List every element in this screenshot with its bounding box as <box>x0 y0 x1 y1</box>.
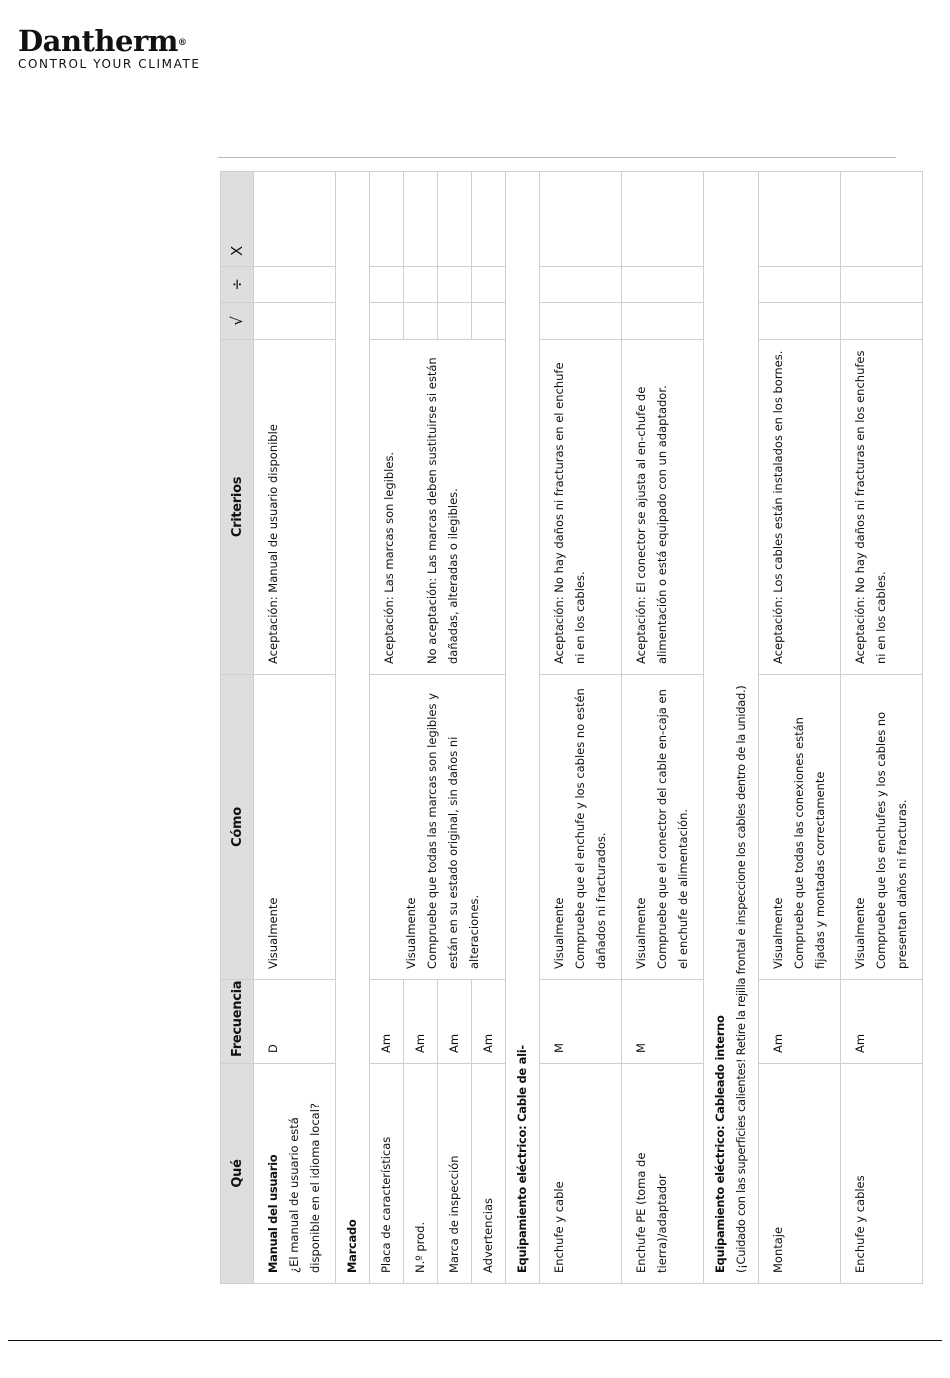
cableado-section <box>704 172 759 1284</box>
check-fail-cell[interactable] <box>759 172 841 267</box>
check-ok-cell[interactable] <box>841 303 923 340</box>
cable-que: Enchufe y cable <box>540 1064 622 1284</box>
check-fail-cell[interactable] <box>438 172 472 267</box>
cableado-title: Equipamiento eléctrico: Cableado interno <box>713 1015 727 1273</box>
marcado-item: Placa de características <box>370 1064 404 1284</box>
check-ok-cell[interactable] <box>404 303 438 340</box>
check-ok-cell[interactable] <box>472 303 506 340</box>
section-row <box>336 172 370 1284</box>
check-partial-cell[interactable] <box>254 267 336 303</box>
marcado-item: Marca de inspección <box>438 1064 472 1284</box>
marcado-item-freq: Am <box>438 980 472 1064</box>
manual-title: Manual del usuario <box>266 1154 280 1273</box>
cable-how <box>622 675 704 980</box>
cable-freq: M <box>622 980 704 1064</box>
check-fail-cell[interactable] <box>622 172 704 267</box>
cableado-how-detail: Compruebe que todas las conexiones están fijadas y montadas correctamente <box>792 717 827 969</box>
cable-freq: M <box>540 980 622 1064</box>
inspection-table-landscape <box>220 172 909 1284</box>
table-row <box>540 172 622 1284</box>
check-partial-cell[interactable] <box>404 267 438 303</box>
check-ok-cell[interactable] <box>438 303 472 340</box>
check-partial-cell[interactable] <box>540 267 622 303</box>
marcado-criteria-accept: Aceptación: Las marcas son legibles. <box>382 451 396 664</box>
brand-tagline: CONTROL YOUR CLIMATE <box>18 57 201 71</box>
cable-how-method: Visualmente <box>552 897 566 969</box>
header-fail: X <box>221 172 254 267</box>
marcado-how-detail: Compruebe que todas las marcas son legibles y están en su estado original, sin daños ni alteraciones. <box>425 693 481 969</box>
cable-title: Equipamiento eléctrico: Cable de ali- <box>506 172 540 1284</box>
table-row <box>254 172 336 1284</box>
table-row <box>622 172 704 1284</box>
header-partial: ÷ <box>221 267 254 303</box>
brand-logo <box>18 26 201 71</box>
check-partial-cell[interactable] <box>841 267 923 303</box>
cable-how-detail: Compruebe que el conector del cable en-caja en el enchufe de alimentación. <box>655 689 690 969</box>
cableado-que: Enchufe y cables <box>841 1064 923 1284</box>
marcado-item: N.º prod. <box>404 1064 438 1284</box>
marcado-how <box>370 675 506 980</box>
marcado-title: Marcado <box>336 172 370 1284</box>
check-partial-cell[interactable] <box>759 267 841 303</box>
table-row <box>759 172 841 1284</box>
check-fail-cell[interactable] <box>540 172 622 267</box>
manual-criteria: Aceptación: Manual de usuario disponible <box>254 340 336 675</box>
marcado-item-freq: Am <box>404 980 438 1064</box>
brand-name: Dantherm® <box>18 24 187 58</box>
header-rule <box>218 157 896 158</box>
marcado-item: Advertencias <box>472 1064 506 1284</box>
cable-criteria: Aceptación: El conector se ajusta al en-chufe de alimentación o está equipado con un adaptador. <box>622 340 704 675</box>
check-fail-cell[interactable] <box>404 172 438 267</box>
check-ok-cell[interactable] <box>370 303 404 340</box>
check-fail-cell[interactable] <box>472 172 506 267</box>
header-frecuencia: Frecuencia <box>221 980 254 1064</box>
cableado-note: (¡Cuidado con las superficies calientes! Retire la rejilla frontal e inspeccione los cables dentro de la unidad.) <box>734 685 748 1273</box>
section-row <box>704 172 759 1284</box>
cableado-how-method: Visualmente <box>771 897 785 969</box>
marcado-item-freq: Am <box>370 980 404 1064</box>
check-ok-cell[interactable] <box>622 303 704 340</box>
footer-rule <box>8 1340 942 1341</box>
table-row <box>370 172 404 1284</box>
cableado-freq: Am <box>759 980 841 1064</box>
header-ok: √ <box>221 303 254 340</box>
check-fail-cell[interactable] <box>370 172 404 267</box>
cable-how-detail: Compruebe que el enchufe y los cables no estén dañados ni fracturados. <box>573 688 608 969</box>
marcado-how-method: Visualmente <box>404 897 418 969</box>
check-fail-cell[interactable] <box>254 172 336 267</box>
check-ok-cell[interactable] <box>540 303 622 340</box>
cableado-how <box>759 675 841 980</box>
check-partial-cell[interactable] <box>438 267 472 303</box>
manual-how: Visualmente <box>254 675 336 980</box>
manual-question: ¿El manual de usuario está disponible en el idioma local? <box>287 1102 322 1273</box>
cableado-que: Montaje <box>759 1064 841 1284</box>
cable-que: Enchufe PE (toma de tierra)/adaptador <box>622 1064 704 1284</box>
marcado-criteria-reject: No aceptación: Las marcas deben sustituirse si están dañadas, alteradas o ilegibles. <box>425 357 460 664</box>
marcado-criteria <box>370 340 506 675</box>
section-row <box>506 172 540 1284</box>
check-ok-cell[interactable] <box>759 303 841 340</box>
check-fail-cell[interactable] <box>841 172 923 267</box>
registered-mark: ® <box>177 38 187 48</box>
cableado-how <box>841 675 923 980</box>
check-partial-cell[interactable] <box>472 267 506 303</box>
cableado-criteria: Aceptación: Los cables están instalados en los bornes. <box>759 340 841 675</box>
check-ok-cell[interactable] <box>254 303 336 340</box>
cable-how <box>540 675 622 980</box>
header-criterios: Criterios <box>221 340 254 675</box>
manual-freq: D <box>254 980 336 1064</box>
table-header-row <box>221 172 254 1284</box>
table-row <box>841 172 923 1284</box>
cableado-criteria: Aceptación: No hay daños ni fracturas en los enchufes ni en los cables. <box>841 340 923 675</box>
inspection-table <box>220 171 923 1284</box>
header-que: Qué <box>221 1064 254 1284</box>
cableado-freq: Am <box>841 980 923 1064</box>
marcado-item-freq: Am <box>472 980 506 1064</box>
check-partial-cell[interactable] <box>370 267 404 303</box>
check-partial-cell[interactable] <box>622 267 704 303</box>
header-como: Cómo <box>221 675 254 980</box>
cableado-how-detail: Compruebe que los enchufes y los cables no presentan daños ni fracturas. <box>874 711 909 969</box>
cableado-how-method: Visualmente <box>853 897 867 969</box>
manual-que <box>254 1064 336 1284</box>
cable-how-method: Visualmente <box>634 897 648 969</box>
inspection-table-frame <box>220 172 909 1284</box>
cable-criteria: Aceptación: No hay daños ni fracturas en el enchufe ni en los cables. <box>540 340 622 675</box>
